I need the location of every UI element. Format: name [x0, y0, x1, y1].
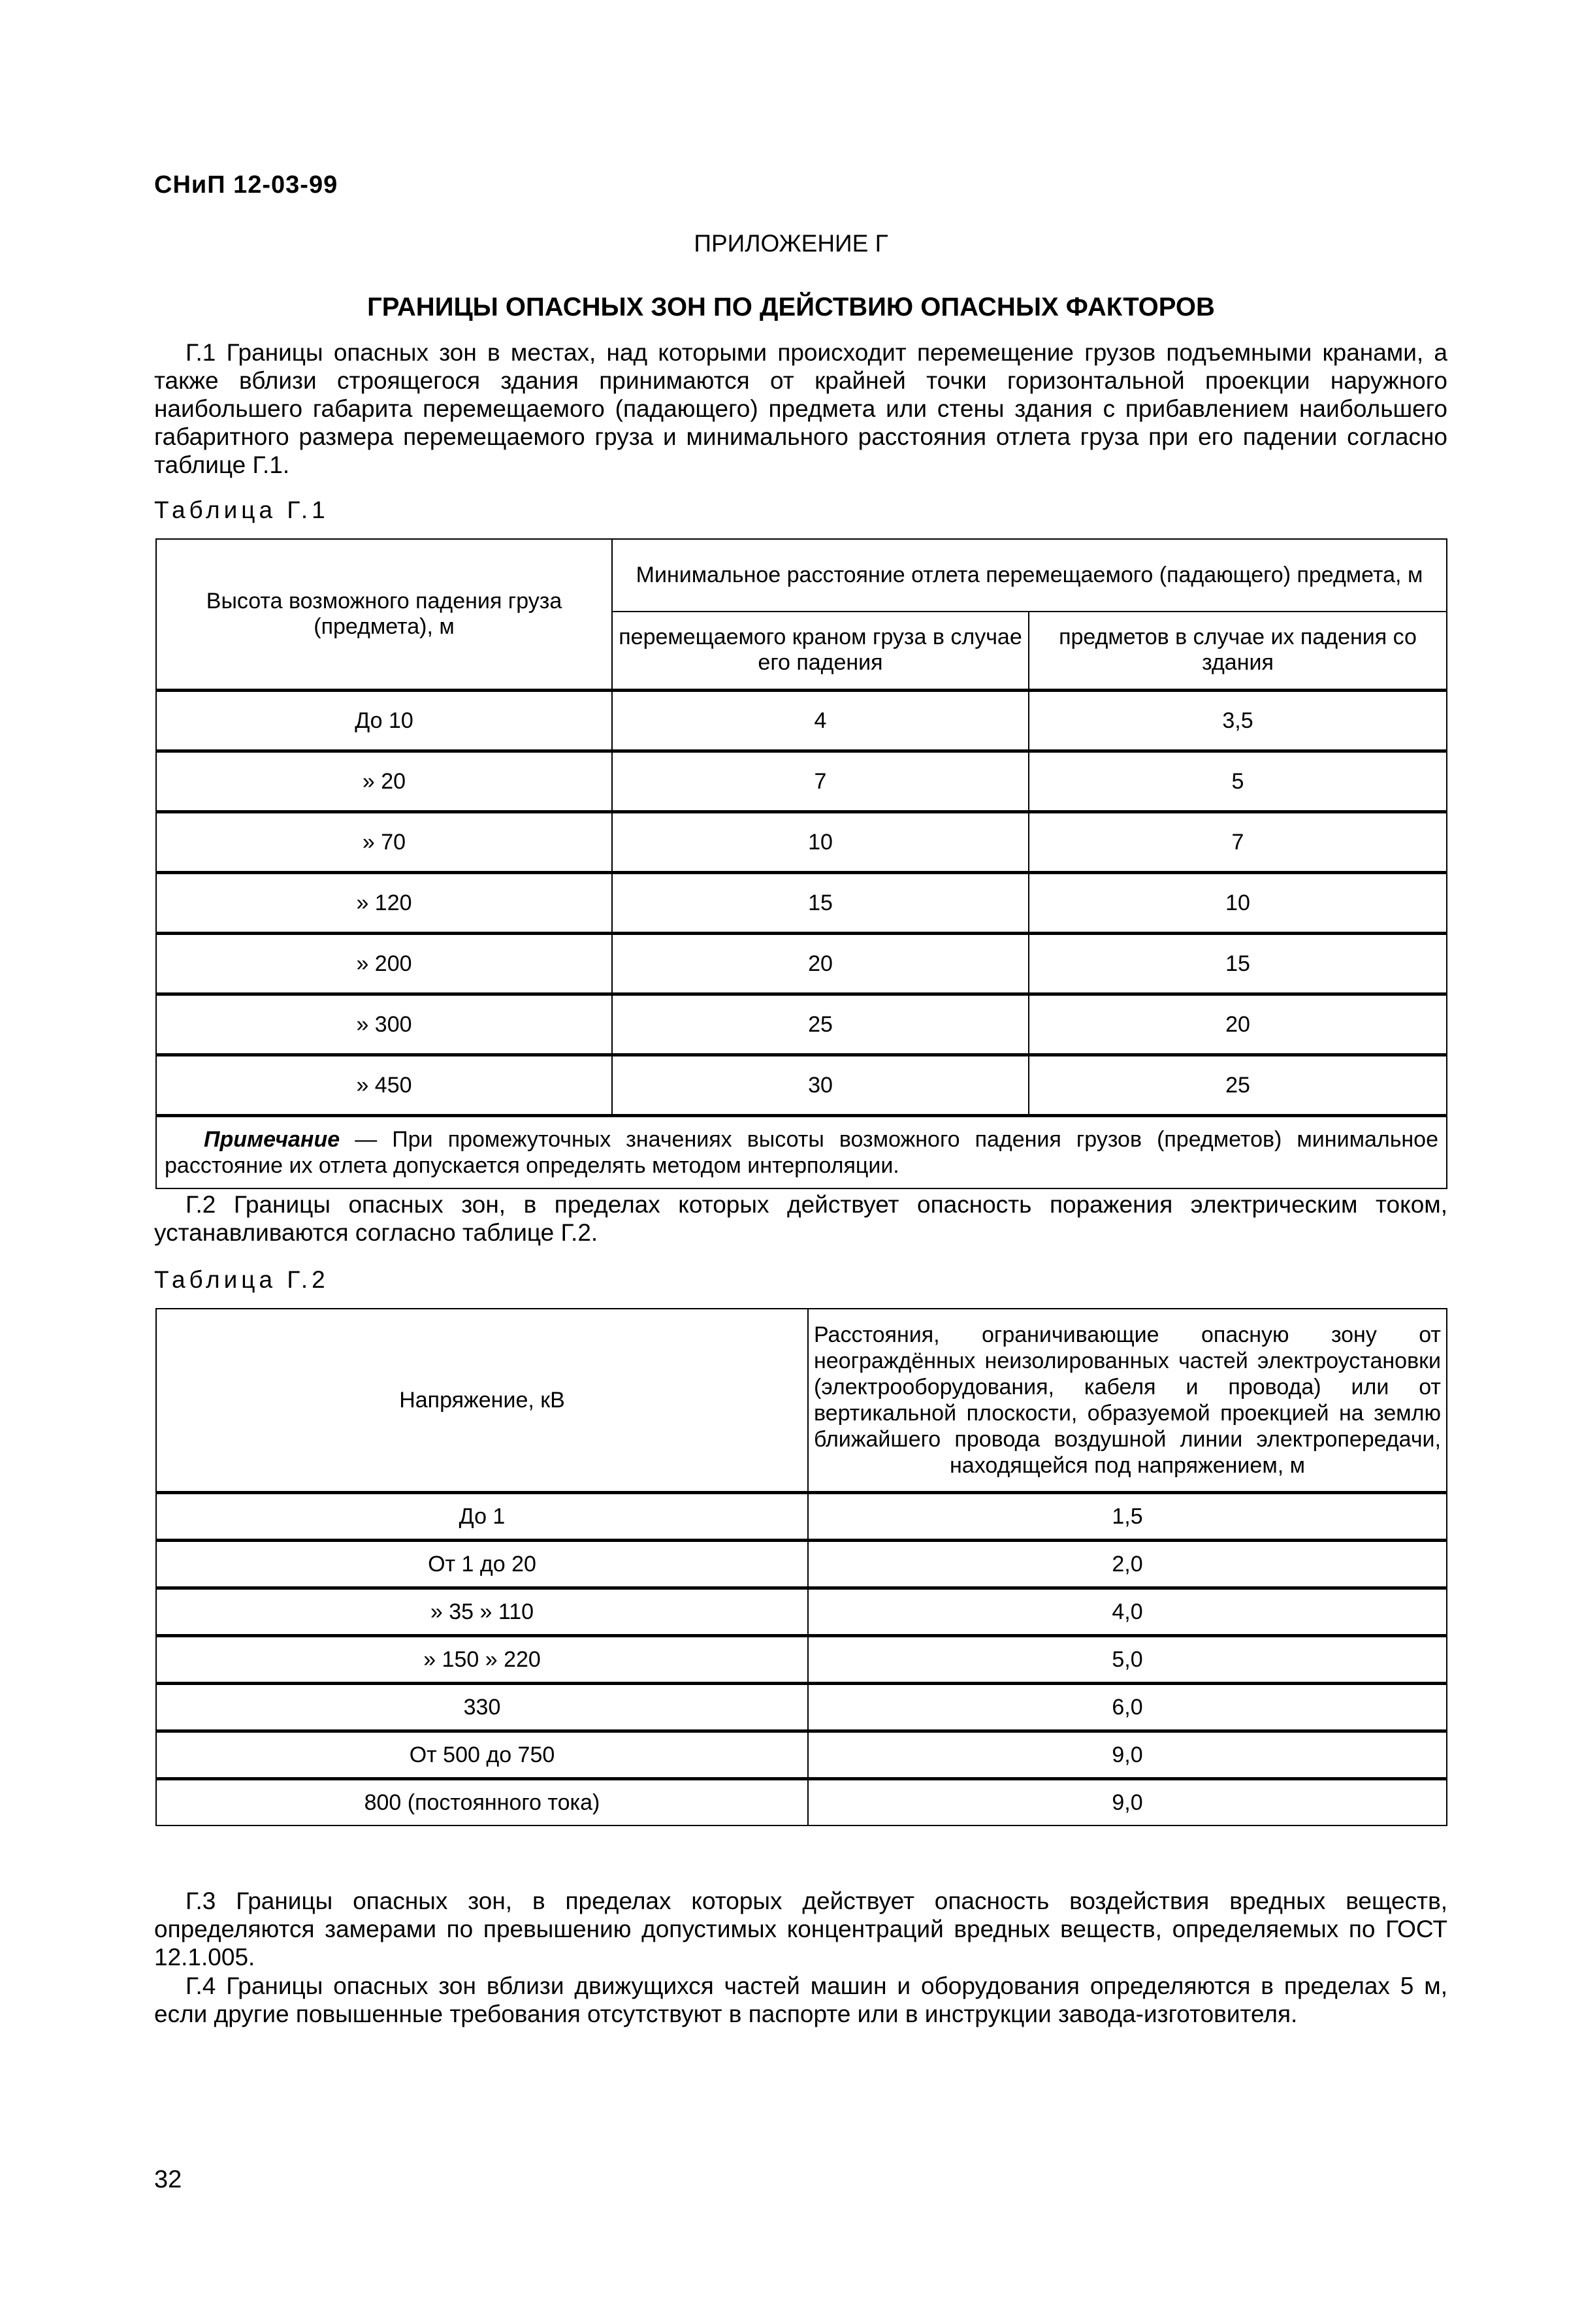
- table1-header-group: Минимальное расстояние отлета перемещаемого (падающего) предмета, м: [612, 539, 1447, 612]
- appendix-label: ПРИЛОЖЕНИЕ Г: [694, 230, 888, 257]
- table-row: [156, 691, 1447, 751]
- table1-header-height: Высота возможного падения груза (предмета), м: [156, 539, 612, 691]
- table-row: [156, 994, 1447, 1055]
- table1-cell-height: До 10: [156, 691, 612, 751]
- table2-cell-distance: 9,0: [808, 1731, 1447, 1779]
- table2-header-distance: Расстояния, ограничивающие опасную зону от неограждённых неизолированных частей электроустановки (электрооборудования, кабеля и провода) или от вертикальной плоскости, образуемой проекцией на землю ближайшего провода воздушной линии электропередачи, находящейся под напряжением, м: [808, 1309, 1447, 1493]
- paragraph-g1: [154, 338, 1447, 479]
- table2-header-voltage: Напряжение, кВ: [156, 1309, 808, 1493]
- table1-cell-building: 10: [1029, 873, 1447, 934]
- table1-cell-building: 7: [1029, 812, 1447, 873]
- table1-cell-crane: 20: [612, 934, 1029, 994]
- table1-cell-height: » 70: [156, 812, 612, 873]
- table-row: [156, 1493, 1447, 1541]
- note-text: — При промежуточных значениях высоты возможного падения грузов (предметов) минимальное расстояние их отлета допускается определять методом интерполяции.: [165, 1127, 1438, 1178]
- paragraph-g3-text: Г.3 Границы опасных зон, в пределах которых действует опасность воздействия вредных веществ, определяются замерами по превышению допустимых концентраций вредных веществ, определяемых по ГОСТ 12.1.005.: [154, 1888, 1447, 1971]
- table2-cell-distance: 2,0: [808, 1541, 1447, 1588]
- table1-cell-crane: 10: [612, 812, 1029, 873]
- table2-cell-voltage: 330: [156, 1684, 808, 1731]
- table2-cell-distance: 6,0: [808, 1684, 1447, 1731]
- table1-cell-crane: 25: [612, 994, 1029, 1055]
- table1-cell-height: » 120: [156, 873, 612, 934]
- table2-cell-voltage: От 500 до 750: [156, 1731, 808, 1779]
- table-row: [156, 1541, 1447, 1588]
- table-g2: [155, 1308, 1447, 1826]
- page-title: ГРАНИЦЫ ОПАСНЫХ ЗОН ПО ДЕЙСТВИЮ ОПАСНЫХ ФАКТОРОВ: [367, 293, 1215, 321]
- table1-cell-height: » 450: [156, 1055, 612, 1116]
- table1-cell-building: 3,5: [1029, 691, 1447, 751]
- table-row: [156, 1684, 1447, 1731]
- table-row: [156, 1779, 1447, 1826]
- table2-cell-distance: 9,0: [808, 1779, 1447, 1826]
- table2-cell-voltage: 800 (постоянного тока): [156, 1779, 808, 1826]
- table1-cell-building: 20: [1029, 994, 1447, 1055]
- table-row: [156, 873, 1447, 934]
- table-row: [156, 934, 1447, 994]
- table2-cell-voltage: » 35 » 110: [156, 1588, 808, 1636]
- table1-cell-building: 25: [1029, 1055, 1447, 1116]
- table1-cell-crane: 15: [612, 873, 1029, 934]
- table1-note: [156, 1116, 1447, 1189]
- table-row: [156, 751, 1447, 812]
- table1-header-building: предметов в случае их падения со здания: [1029, 612, 1447, 691]
- table2-cell-distance: 4,0: [808, 1588, 1447, 1636]
- table1-cell-height: » 20: [156, 751, 612, 812]
- table2-cell-voltage: До 1: [156, 1493, 808, 1541]
- table1-cell-crane: 30: [612, 1055, 1029, 1116]
- table-g1: [155, 538, 1447, 1189]
- paragraph-g4-text: Г.4 Границы опасных зон вблизи движущихся частей машин и оборудования определяются в пределах 5 м, если другие повышенные требования отсутствуют в паспорте или в инструкции завода-изготовителя.: [154, 1972, 1447, 2027]
- table2-cell-distance: 1,5: [808, 1493, 1447, 1541]
- table1-caption: Таблица Г.1: [154, 497, 329, 523]
- table-row: [156, 812, 1447, 873]
- table-row: [156, 1636, 1447, 1684]
- table1-cell-building: 5: [1029, 751, 1447, 812]
- table-row: [156, 1055, 1447, 1116]
- table2-cell-distance: 5,0: [808, 1636, 1447, 1684]
- paragraph-g4: [154, 1972, 1447, 2028]
- table2-caption: Таблица Г.2: [154, 1266, 329, 1293]
- table1-cell-building: 15: [1029, 934, 1447, 994]
- table1-cell-crane: 4: [612, 691, 1029, 751]
- paragraph-g2-text: Г.2 Границы опасных зон, в пределах которых действует опасность поражения электрическим током, устанавливаются согласно таблице Г.2.: [154, 1191, 1447, 1246]
- table2-cell-voltage: » 150 » 220: [156, 1636, 808, 1684]
- paragraph-g1-text: Г.1 Границы опасных зон в местах, над которыми происходит перемещение грузов подъемными кранами, а также вблизи строящегося здания принимаются от крайней точки горизонтальной проекции наружного наибольшего габарита перемещаемого (падающего) предмета или стены здания с прибавлением наибольшего габаритного размера перемещаемого груза и минимального расстояния отлета груза при его падении согласно таблице Г.1.: [154, 339, 1447, 478]
- table1-cell-crane: 7: [612, 751, 1029, 812]
- document-code: СНиП 12-03-99: [154, 171, 338, 199]
- table1-cell-height: » 200: [156, 934, 612, 994]
- note-label: Примечание: [204, 1127, 340, 1152]
- table-row: [156, 1588, 1447, 1636]
- table1-cell-height: » 300: [156, 994, 612, 1055]
- table-row: [156, 1731, 1447, 1779]
- paragraph-g2: [154, 1190, 1447, 1247]
- page-number: 32: [154, 2166, 182, 2193]
- table1-header-crane: перемещаемого краном груза в случае его падения: [612, 612, 1029, 691]
- paragraph-g3: [154, 1887, 1447, 1971]
- table2-cell-voltage: От 1 до 20: [156, 1541, 808, 1588]
